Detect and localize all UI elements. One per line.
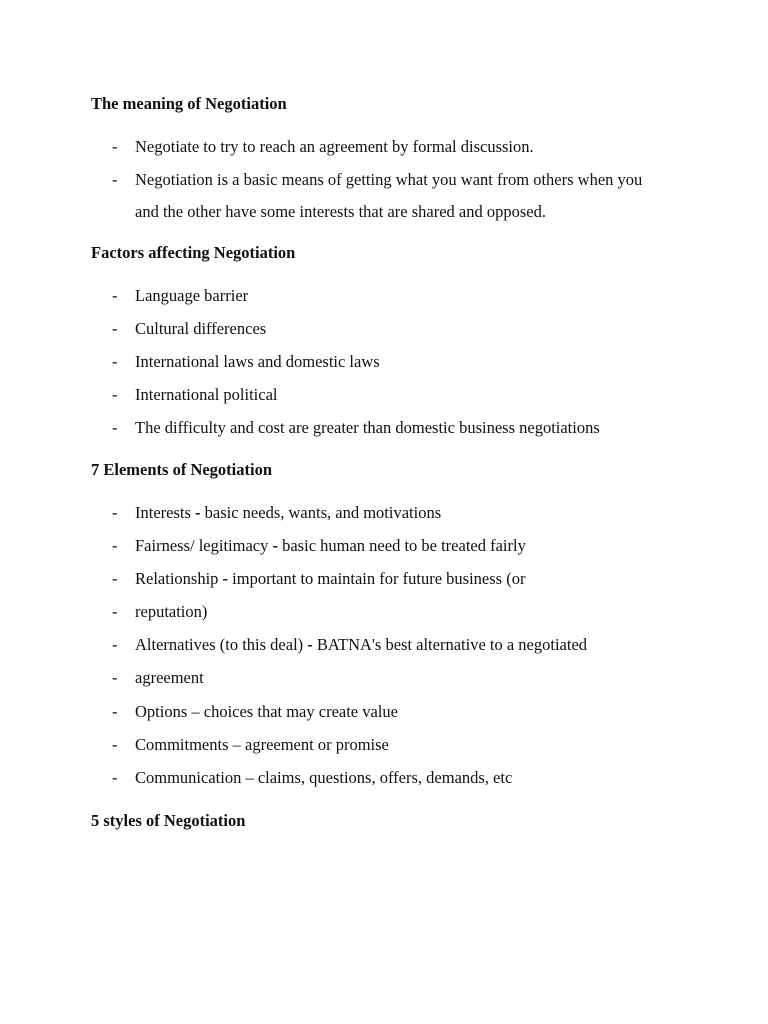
list-item-continuation: and the other have some interests that are shared and opposed. bbox=[135, 202, 546, 221]
list-item-separator: - bbox=[190, 503, 205, 522]
section-heading-elements: 7 Elements of Negotiation bbox=[91, 460, 273, 479]
bullet-dash: - bbox=[112, 668, 118, 687]
list-item bbox=[112, 137, 534, 157]
list-item-desc: basic needs, wants, and motivations bbox=[204, 503, 442, 522]
list-item-desc: BATNA's best alternative to a negotiated bbox=[316, 635, 588, 654]
bullet-dash: - bbox=[112, 385, 118, 404]
bullet-dash: - bbox=[112, 602, 118, 621]
list-item-text: Options – choices that may create value bbox=[135, 702, 398, 721]
bullet-dash: - bbox=[112, 702, 118, 721]
list-item-separator: - bbox=[303, 635, 317, 654]
list-item bbox=[112, 668, 204, 688]
list-item-text: Negotiate to try to reach an agreement by formal discussion. bbox=[135, 137, 534, 156]
section-heading-factors: Factors affecting Negotiation bbox=[91, 243, 296, 262]
list-item-text: Cultural differences bbox=[135, 319, 267, 338]
bullet-dash: - bbox=[112, 319, 118, 338]
list-item-text: Communication – claims, questions, offers, demands, etc bbox=[135, 768, 513, 787]
list-item-term: Interests bbox=[135, 503, 191, 522]
bullet-dash: - bbox=[112, 536, 118, 555]
list-item-desc: basic human need to be treated fairly bbox=[282, 536, 526, 555]
list-item bbox=[112, 536, 526, 556]
list-item-term: Fairness/ legitimacy bbox=[135, 536, 269, 555]
list-item-separator: - bbox=[218, 569, 233, 588]
section-heading-styles: 5 styles of Negotiation bbox=[91, 811, 246, 830]
list-item bbox=[112, 418, 600, 438]
list-item bbox=[112, 170, 642, 190]
list-item-text: International laws and domestic laws bbox=[135, 352, 380, 371]
list-item bbox=[112, 602, 207, 622]
bullet-dash: - bbox=[112, 418, 118, 437]
bullet-dash: - bbox=[112, 569, 118, 588]
list-item bbox=[112, 286, 248, 306]
bullet-dash: - bbox=[112, 768, 118, 787]
bullet-dash: - bbox=[112, 503, 118, 522]
list-item bbox=[112, 735, 389, 755]
list-item-separator: - bbox=[268, 536, 283, 555]
bullet-dash: - bbox=[112, 170, 118, 189]
list-item-text: The difficulty and cost are greater than domestic business negotiations bbox=[135, 418, 600, 437]
list-item bbox=[112, 702, 398, 722]
list-item bbox=[112, 352, 380, 372]
list-item-text: Negotiation is a basic means of getting what you want from others when you bbox=[135, 170, 643, 189]
list-item bbox=[112, 768, 512, 788]
list-item-text: Language barrier bbox=[135, 286, 249, 305]
list-item-desc: important to maintain for future business (or bbox=[232, 569, 526, 588]
list-item-text: Commitments – agreement or promise bbox=[135, 735, 389, 754]
list-item bbox=[112, 503, 441, 523]
bullet-dash: - bbox=[112, 286, 118, 305]
list-item-text: International political bbox=[135, 385, 278, 404]
list-item bbox=[112, 385, 278, 405]
list-item-term: Relationship bbox=[135, 569, 219, 588]
bullet-dash: - bbox=[112, 137, 118, 156]
bullet-dash: - bbox=[112, 635, 118, 654]
list-item bbox=[112, 635, 587, 655]
list-item-text: agreement bbox=[135, 668, 204, 687]
bullet-dash: - bbox=[112, 352, 118, 371]
list-item-term: Alternatives (to this deal) bbox=[135, 635, 304, 654]
list-item-text: reputation) bbox=[135, 602, 208, 621]
list-item bbox=[112, 569, 525, 589]
section-heading-meaning: The meaning of Negotiation bbox=[91, 94, 287, 113]
bullet-dash: - bbox=[112, 735, 118, 754]
list-item bbox=[112, 319, 266, 339]
